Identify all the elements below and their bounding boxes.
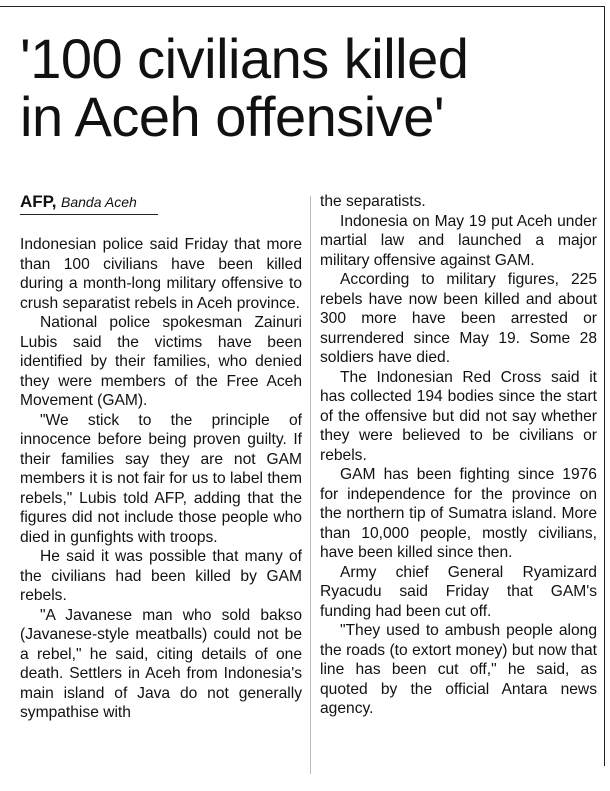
article-column-right: [320, 192, 597, 719]
column-divider: [310, 196, 311, 774]
article-paragraph: "They used to ambush people along the roads (to extort money) but now that line has been cut off," he said, as quoted by the official Antara news agency.: [320, 622, 597, 717]
headline-line-2: in Aceh offensive': [20, 85, 445, 148]
byline-agency: AFP,: [20, 192, 57, 211]
byline-location: Banda Aceh: [61, 194, 137, 210]
article-paragraph: "A Javanese man who sold bakso (Javanese-style meatballs) could not be a rebel," he said, citing details of one death. Settlers in Aceh from Indonesia's main island of Java do not generally sympathise with: [20, 606, 302, 721]
article-column-left: [20, 192, 302, 723]
article-paragraph: "We stick to the principle of innocence before being proven guilty. If their families say they are not GAM members it is not fair for us to label them rebels," Lubis told AFP, adding that the figures did not include those people who died in gunfights with troops.: [20, 411, 302, 546]
right-border-rule: [604, 6, 605, 766]
byline: [20, 192, 158, 215]
article-paragraph: National police spokesman Zainuri Lubis said the victims have been identified by their families, who denied they were members of the Free Aceh Movement (GAM).: [20, 314, 302, 409]
article-paragraph: The Indonesian Red Cross said it has collected 194 bodies since the start of the offensive but did not say whether they were believed to be civilians or rebels.: [320, 368, 597, 464]
article-paragraph: GAM has been fighting since 1976 for independence for the province on the northern tip of Sumatra island. More than 10,000 people, mostly civilians, have been killed since then.: [320, 466, 597, 561]
article-paragraph: He said it was possible that many of the civilians had been killed by GAM rebels.: [20, 548, 302, 604]
article-paragraph: Indonesia on May 19 put Aceh under martial law and launched a major military offensive against GAM.: [320, 212, 597, 269]
article-paragraph: According to military figures, 225 rebels have now been killed and about 300 more have been arrested or surrendered since May 19. Some 28 soldiers have died.: [320, 271, 597, 366]
top-border-rule: [0, 6, 604, 7]
headline: [20, 27, 600, 148]
article-paragraph: Army chief General Ryamizard Ryacudu said Friday that GAM's funding had been cut off.: [320, 563, 597, 620]
headline-line-1: '100 civilians killed: [20, 27, 469, 90]
article-paragraph: Indonesian police said Friday that more than 100 civilians have been killed during a month-long military offensive to crush separatist rebels in Aceh province.: [20, 236, 302, 312]
article-paragraph: the separatists.: [320, 193, 426, 210]
